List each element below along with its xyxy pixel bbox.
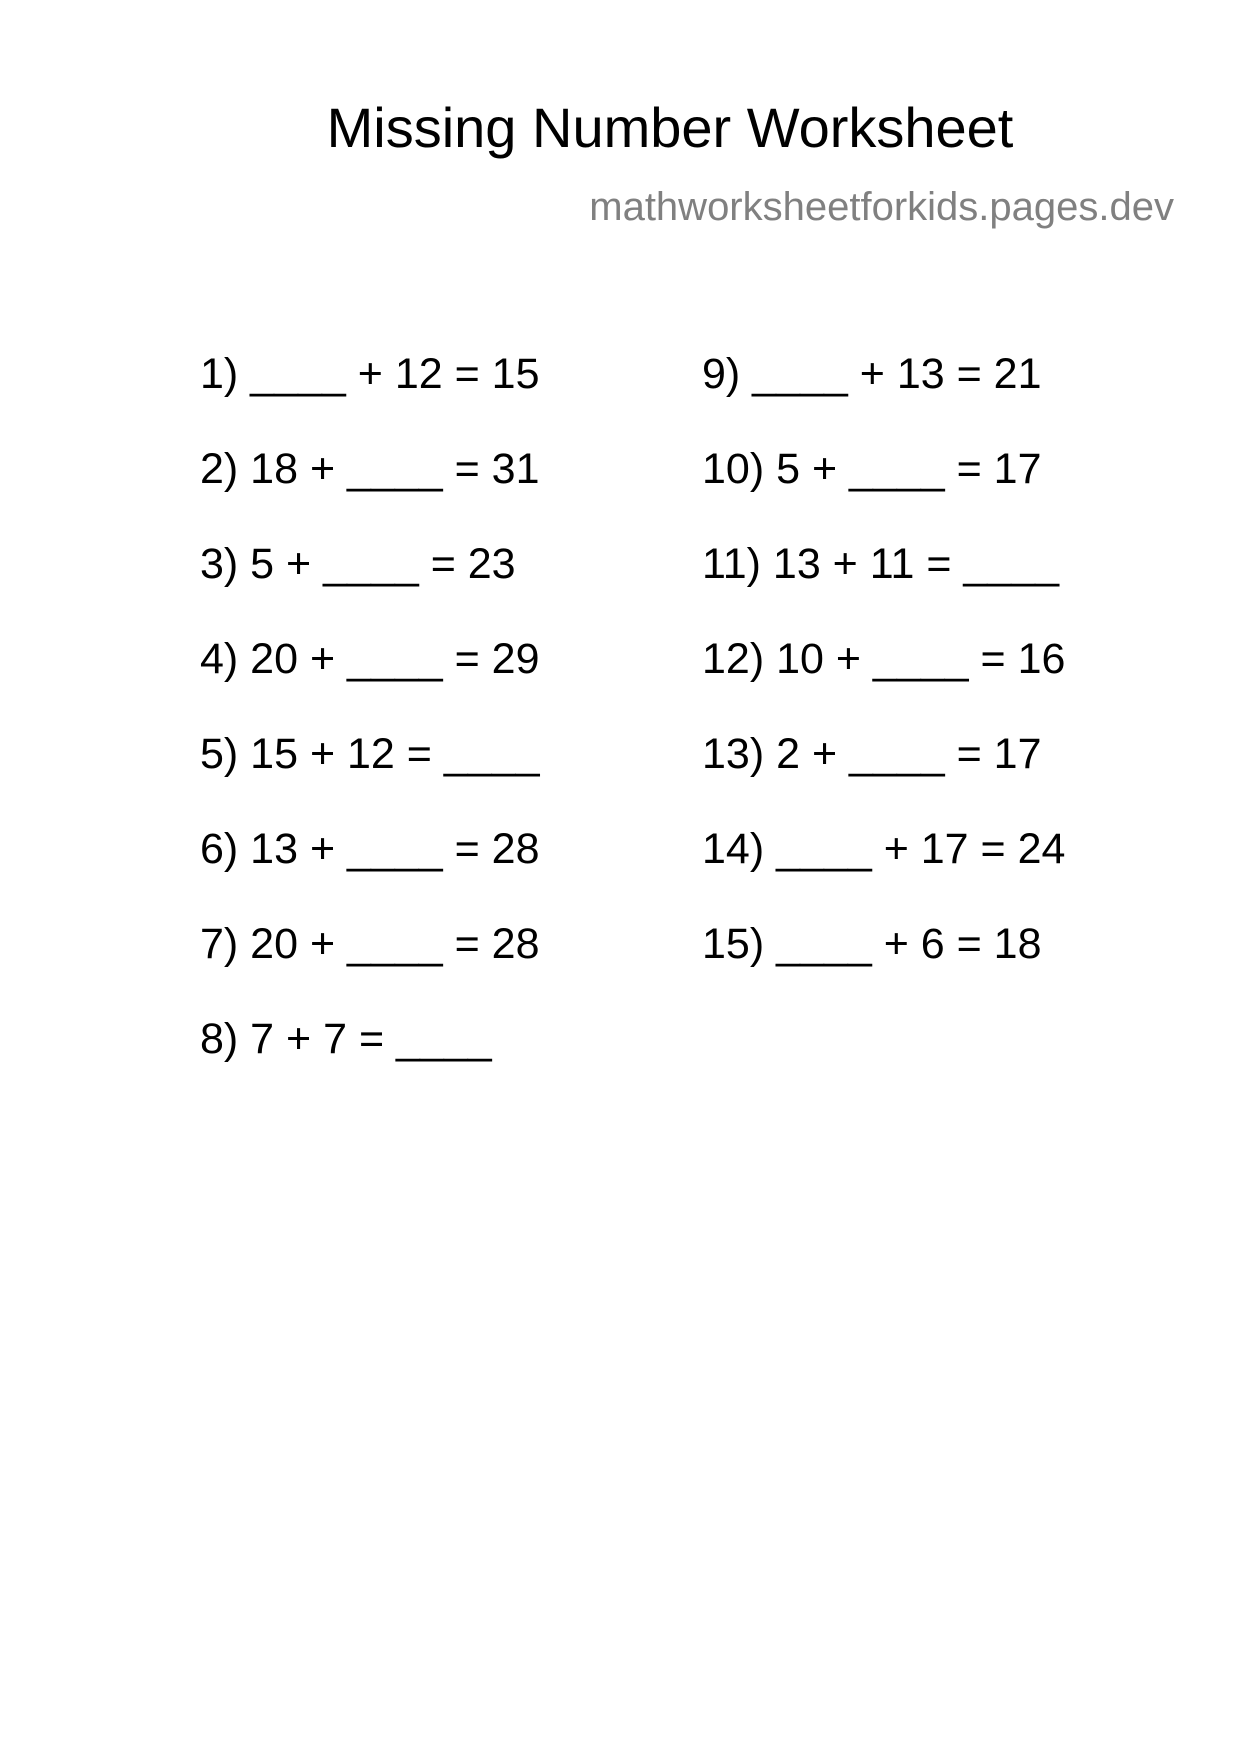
- problem-11: 11) 13 + 11 = ____: [702, 540, 1060, 588]
- worksheet-title: [0, 96, 1240, 160]
- problem-6: 6) 13 + ____ = 28: [200, 825, 540, 873]
- problem-12: 12) 10 + ____ = 16: [702, 635, 1066, 683]
- problem-9: 9) ____ + 13 = 21: [702, 350, 1042, 398]
- problem-column-right: [702, 350, 1065, 1015]
- problem-column-left: [200, 350, 540, 1110]
- problem-10: 10) 5 + ____ = 17: [702, 445, 1042, 493]
- problem-15: 15) ____ + 6 = 18: [702, 920, 1042, 968]
- worksheet-source: mathworksheetforkids.pages.dev: [589, 185, 1174, 229]
- worksheet-title-text: Missing Number Worksheet: [326, 96, 1014, 159]
- problem-3: 3) 5 + ____ = 23: [200, 540, 516, 588]
- problem-5: 5) 15 + 12 = ____: [200, 730, 540, 778]
- problem-4: 4) 20 + ____ = 29: [200, 635, 540, 683]
- problem-7: 7) 20 + ____ = 28: [200, 920, 540, 968]
- problem-13: 13) 2 + ____ = 17: [702, 730, 1042, 778]
- problem-8: 8) 7 + 7 = ____: [200, 1015, 492, 1063]
- problem-14: 14) ____ + 17 = 24: [702, 825, 1066, 873]
- problem-1: 1) ____ + 12 = 15: [200, 350, 540, 398]
- problem-2: 2) 18 + ____ = 31: [200, 445, 540, 493]
